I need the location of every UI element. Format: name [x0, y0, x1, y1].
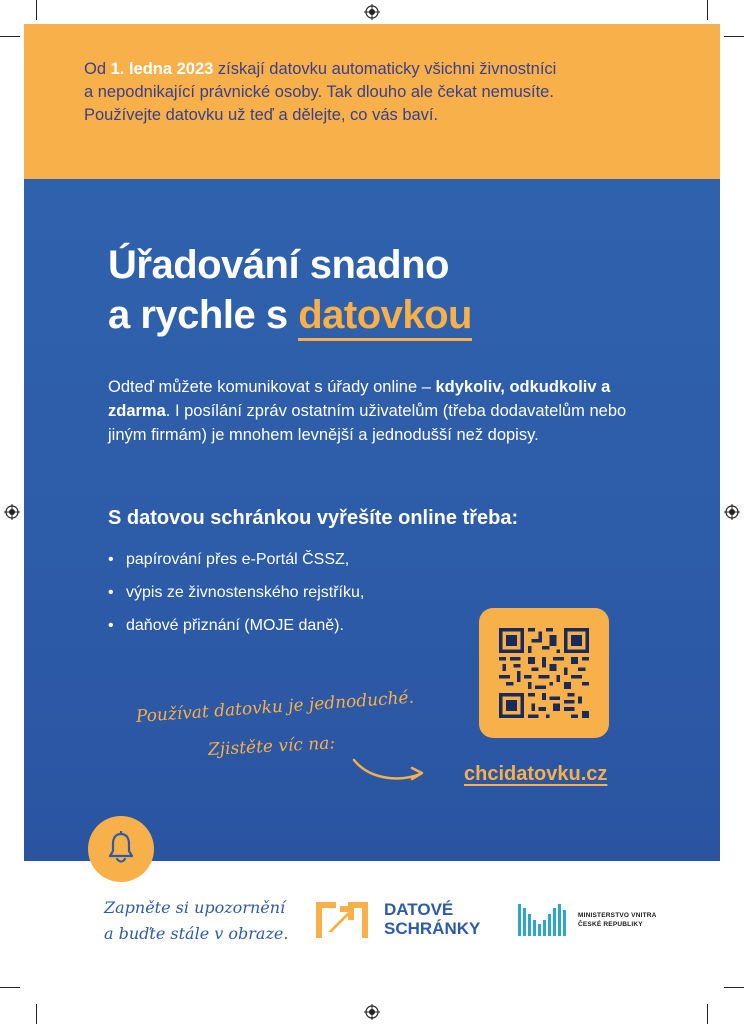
title-accent: datovkou	[298, 293, 472, 341]
crop-mark	[36, 0, 37, 20]
crop-mark	[0, 987, 20, 988]
intro-bold: kdykoliv, odkudkoliv a zdarma	[108, 378, 611, 420]
crop-mark	[0, 36, 20, 37]
footer-note-line2: a buďte stále v obraze.	[104, 924, 289, 943]
datove-schranky-logo-icon	[316, 902, 368, 938]
top-banner-text	[84, 58, 644, 127]
list-item-text: daňové přiznání (MOJE daně).	[126, 617, 344, 634]
registration-mark-icon	[364, 4, 380, 20]
title-line2-prefix: a rychle s	[108, 293, 299, 337]
ministerstvo-vnitra-logo-icon	[518, 900, 570, 940]
registration-mark-icon	[364, 1004, 380, 1020]
top-prefix: Od	[84, 60, 111, 78]
top-highlight-date: 1. ledna 2023	[110, 60, 214, 78]
section-heading: S datovou schránkou vyřešíte online třeba:	[108, 507, 519, 529]
bullet-dot: •	[108, 584, 114, 601]
bullet-list	[108, 543, 508, 642]
registration-mark-icon	[724, 504, 740, 520]
datove-schranky-logo-text	[384, 900, 504, 938]
ds-line2: SCHRÁNKY	[384, 919, 481, 938]
top-line3: Používejte datovku už teď a dělejte, co vás baví.	[84, 106, 439, 124]
bullet-dot: •	[108, 551, 114, 568]
ministerstvo-vnitra-logo-text	[578, 911, 668, 929]
bullet-dot: •	[108, 617, 114, 634]
mv-line1: MINISTERSTVO VNITRA	[578, 912, 657, 919]
page-title	[108, 240, 648, 340]
qr-code-container[interactable]	[479, 608, 609, 738]
top-line2: a nepodnikající právnické osoby. Tak dlouho ale čekat nemusíte.	[84, 83, 554, 101]
list-item	[108, 543, 508, 576]
ds-line1: DATOVÉ	[384, 900, 454, 919]
qr-code-icon	[499, 628, 589, 718]
crop-mark	[36, 1004, 37, 1024]
intro-paragraph	[108, 375, 648, 447]
list-item-text: výpis ze živnostenského rejstříku,	[126, 584, 365, 601]
registration-mark-icon	[4, 504, 20, 520]
bell-icon	[107, 831, 135, 865]
list-item-text: papírování přes e-Portál ČSSZ,	[126, 551, 350, 568]
intro-part2: . I posílání zpráv ostatním uživatelům (třeba dodavatelům nebo jiným firmám) je mnohem levnější a jednodušší než dopisy.	[108, 402, 627, 444]
list-item	[108, 576, 508, 609]
cta-handwritten-line1: Používat datovku je jednoduché.	[135, 687, 415, 727]
crop-mark	[724, 987, 744, 988]
crop-mark	[724, 36, 744, 37]
website-link[interactable]: chcidatovku.cz	[464, 763, 608, 785]
top-line1-rest: získají datovku automaticky všichni živnostníci	[213, 60, 557, 78]
crop-mark	[707, 0, 708, 20]
footer-note	[104, 895, 304, 947]
title-line1: Úřadování snadno	[108, 243, 449, 287]
cta-handwritten-line2: Zjistěte víc na:	[207, 733, 336, 760]
crop-mark	[707, 1004, 708, 1024]
curved-arrow-icon	[350, 752, 430, 786]
intro-part1: Odteď můžete komunikovat s úřady online –	[108, 378, 436, 396]
mv-line2: ČESKÉ REPUBLIKY	[578, 921, 643, 928]
list-item	[108, 609, 508, 642]
notification-badge	[88, 816, 154, 882]
footer-note-line1: Zapněte si upozornění	[104, 898, 286, 917]
